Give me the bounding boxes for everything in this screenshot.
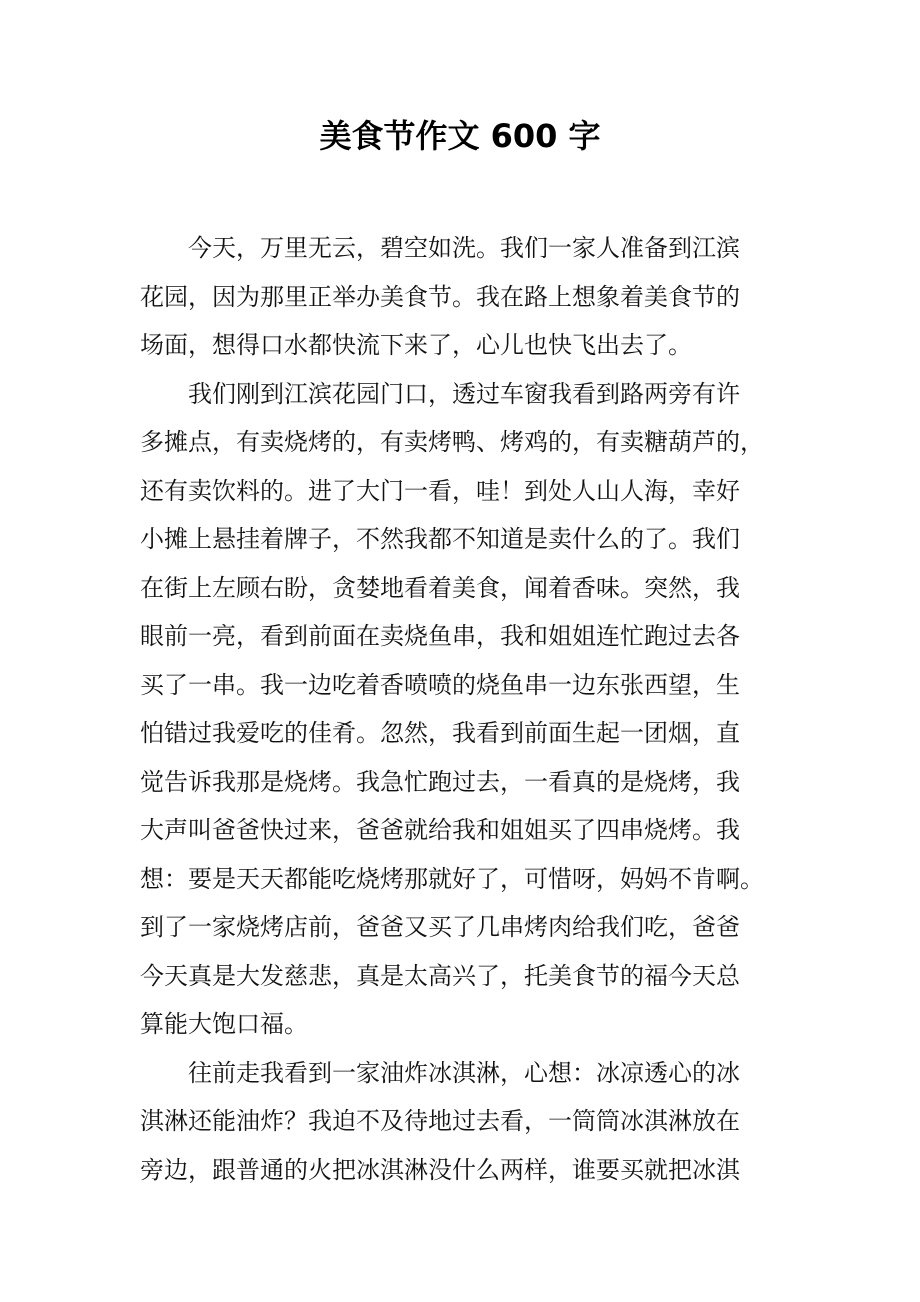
- text-line: 今天，万里无云，碧空如洗。我们一家人准备到江滨: [188, 234, 740, 262]
- text-line: 淇淋还能油炸？我迫不及待地过去看，一筒筒冰淇淋放在: [140, 1107, 740, 1135]
- text-line: 花园，因为那里正举办美食节。我在路上想象着美食节的: [140, 282, 740, 311]
- text-line: 小摊上悬挂着牌子，不然我都不知道是卖什么的了。我们: [140, 525, 740, 553]
- paragraph: [140, 1049, 780, 1195]
- paragraph: [140, 370, 780, 1049]
- text-line: 算能大饱口福。: [140, 1010, 308, 1038]
- text-line: 多摊点，有卖烧烤的，有卖烤鸭、烤鸡的，有卖糖葫芦的，: [140, 428, 764, 456]
- text-line: 我们刚到江滨花园门口，透过车窗我看到路两旁有许: [188, 379, 740, 408]
- text-line: 买了一串。我一边吃着香喷喷的烧鱼串一边东张西望，生: [140, 670, 740, 699]
- text-line: 旁边，跟普通的火把冰淇淋没什么两样，谁要买就把冰淇: [140, 1155, 740, 1184]
- text-line: 在街上左顾右盼，贪婪地看着美食，闻着香味。突然，我: [140, 573, 740, 602]
- text-line: 场面，想得口水都快流下来了，心儿也快飞出去了。: [140, 331, 692, 359]
- paragraph: [140, 224, 780, 370]
- text-line: 觉告诉我那是烧烤。我急忙跑过去，一看真的是烧烤，我: [140, 767, 740, 796]
- text-line: 到了一家烧烤店前，爸爸又买了几串烤肉给我们吃，爸爸: [140, 913, 740, 941]
- text-line: 今天真是大发慈悲，真是太高兴了，托美食节的福今天总: [140, 961, 740, 990]
- text-line: 眼前一亮，看到前面在卖烧鱼串，我和姐姐连忙跑过去各: [140, 622, 740, 650]
- text-line: 怕错过我爱吃的佳肴。忽然，我看到前面生起一团烟，直: [140, 719, 740, 747]
- text-line: 还有卖饮料的。进了大门一看，哇！到处人山人海，幸好: [140, 476, 740, 505]
- text-line: 大声叫爸爸快过来，爸爸就给我和姐姐买了四串烧烤。我: [140, 816, 740, 844]
- text-line: 想：要是天天都能吃烧烤那就好了，可惜呀，妈妈不肯啊。: [140, 864, 764, 893]
- page-title: 美食节作文 600 字: [319, 117, 601, 155]
- essay-body: [140, 224, 780, 1194]
- text-line: 往前走我看到一家油炸冰淇淋，心想：冰凉透心的冰: [188, 1058, 740, 1087]
